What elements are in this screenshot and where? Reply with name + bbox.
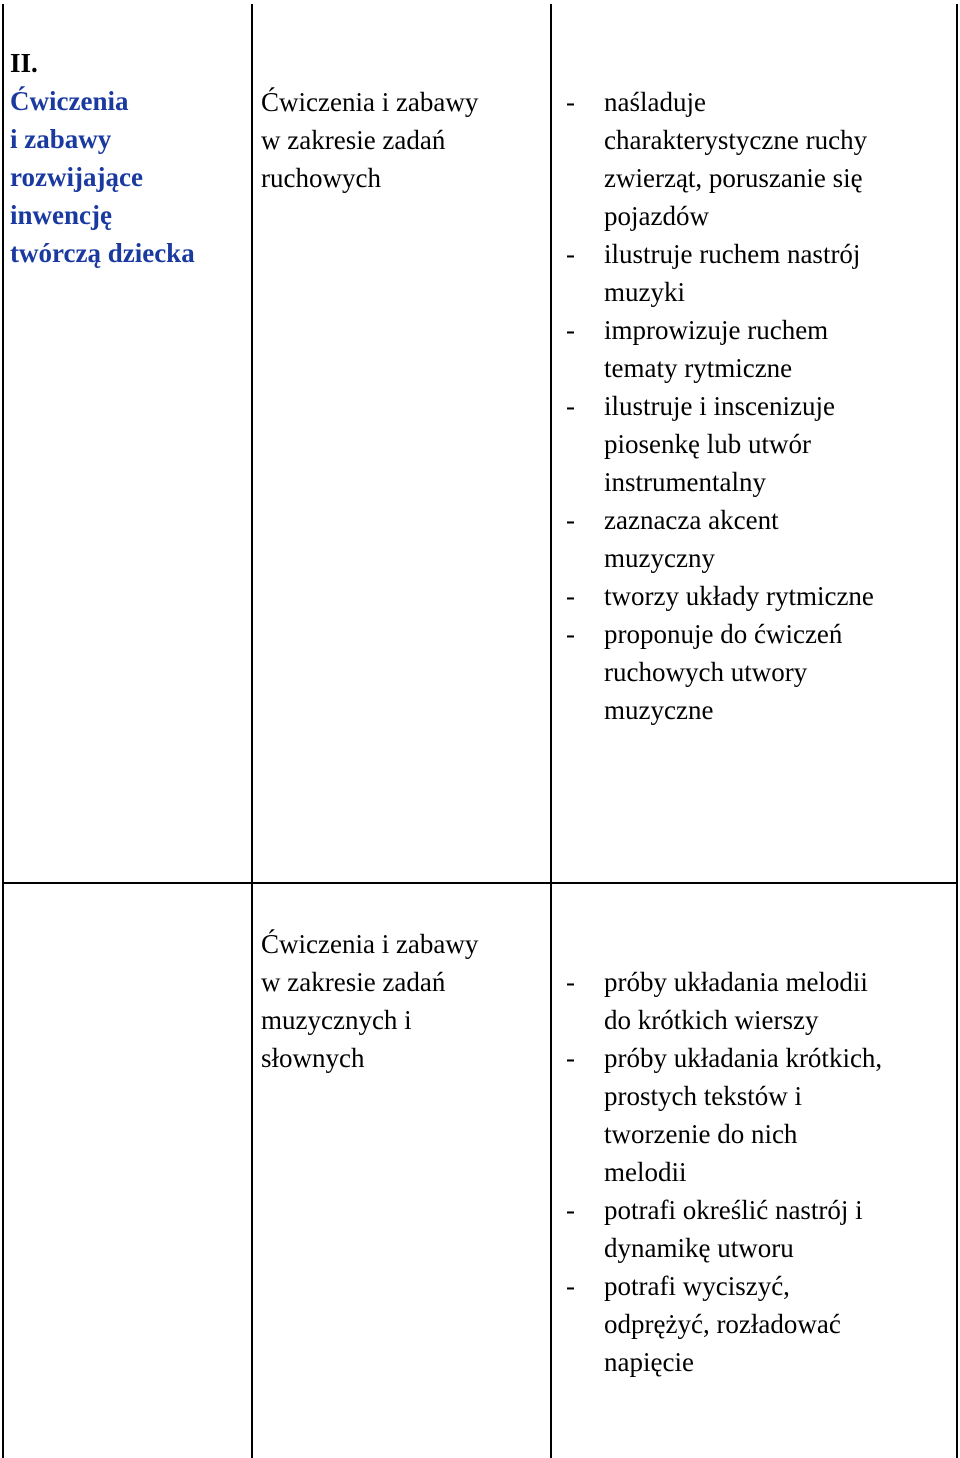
bullet-dash: - [566,967,575,997]
list-item [562,1267,954,1381]
bullet-dash: - [566,581,575,611]
bullet-dash: - [566,1195,575,1225]
outcome-text: próby układania krótkich, prostych tekstów i tworzenie do nich melodii [604,1043,883,1187]
list-item [562,615,954,729]
bullet-dash: - [566,1271,575,1301]
topic-music-verbal-exercises: Ćwiczenia i zabawy w zakresie zadań muzycznych i słownych [261,929,479,1073]
table-column-divider-1 [251,4,253,1458]
outcomes-list-music-verbal [562,963,954,1381]
outcome-text: naśladuje charakterystyczne ruchy zwierząt, poruszanie się pojazdów [604,87,868,231]
outcome-text: tworzy układy rytmiczne [604,581,874,611]
table-column-divider-2 [550,4,552,1458]
table-row-divider [2,882,958,884]
bullet-dash: - [566,1043,575,1073]
outcome-text: improwizuje ruchem tematy rytmiczne [604,315,829,383]
section-title: Ćwiczenia i zabawy rozwijające inwencję twórczą dziecka [10,86,195,268]
bullet-dash: - [566,87,575,117]
section-number: II. [10,48,38,78]
outcome-text: próby układania melodii do krótkich wierszy [604,967,868,1035]
list-item [562,387,954,501]
outcome-text: ilustruje i inscenizuje piosenkę lub utwór instrumentalny [604,391,835,497]
list-item [562,1191,954,1267]
outcome-text: zaznacza akcent muzyczny [604,505,779,573]
outcomes-list-movement [562,83,954,729]
bullet-dash: - [566,315,575,345]
topic-movement-exercises: Ćwiczenia i zabawy w zakresie zadań ruchowych [261,87,479,193]
bullet-dash: - [566,505,575,535]
list-item [562,83,954,235]
outcome-text: ilustruje ruchem nastrój muzyki [604,239,861,307]
outcome-text: potrafi wyciszyć, odprężyć, rozładować napięcie [604,1271,841,1377]
bullet-dash: - [566,619,575,649]
list-item [562,311,954,387]
list-item [562,501,954,577]
bullet-dash: - [566,391,575,421]
list-item [562,235,954,311]
list-item [562,577,954,615]
outcome-text: proponuje do ćwiczeń ruchowych utwory muzyczne [604,619,843,725]
list-item [562,1039,954,1191]
outcome-text: potrafi określić nastrój i dynamikę utworu [604,1195,863,1263]
table-border-right [956,4,958,1458]
list-item [562,963,954,1039]
section-heading [10,44,250,272]
bullet-dash: - [566,239,575,269]
table-border-left [2,4,4,1458]
